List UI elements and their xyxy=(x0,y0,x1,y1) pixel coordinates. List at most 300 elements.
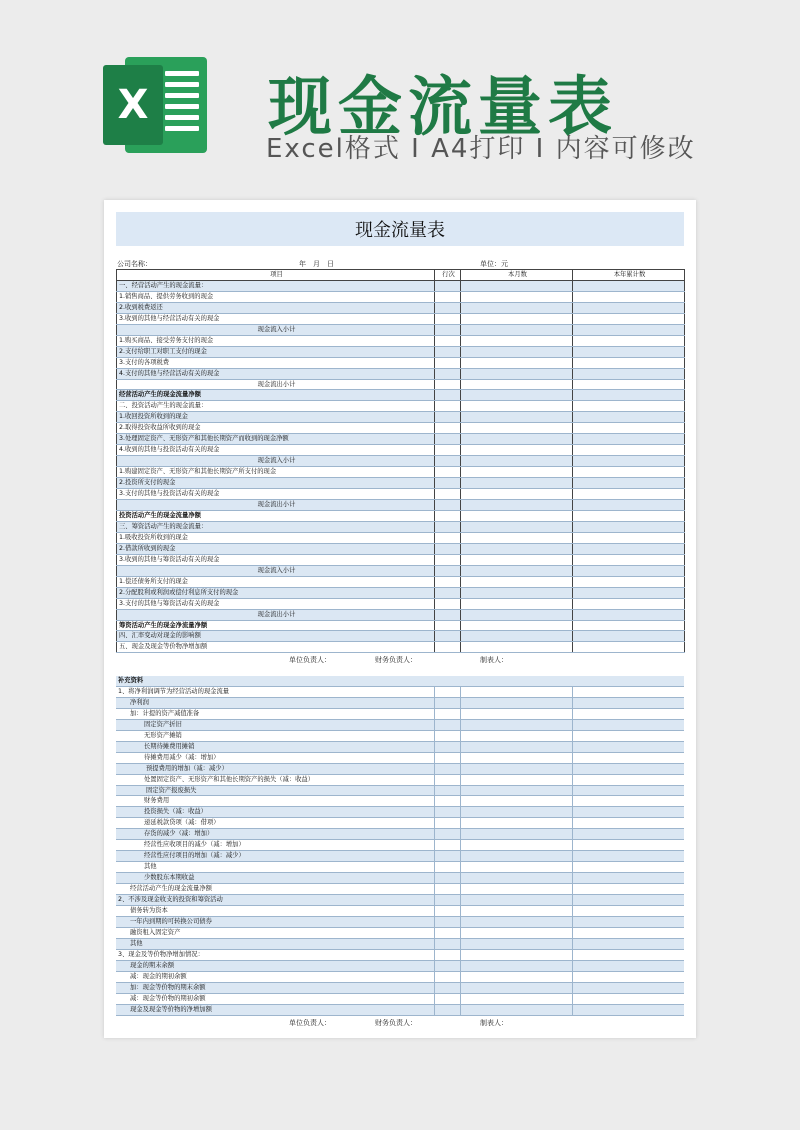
supplement-this-month-cell[interactable] xyxy=(460,686,572,697)
row-item-label: 二、投资活动产生的现金流量： xyxy=(117,401,435,412)
supplement-row xyxy=(116,851,684,862)
row-line-no-cell[interactable] xyxy=(435,313,461,324)
supplement-item-label: 其他 xyxy=(116,862,434,873)
supplement-year-to-date-cell[interactable] xyxy=(572,840,684,851)
row-item-label: 2.收到税费返还 xyxy=(117,302,435,313)
supplement-item-label: 待摊费用减少（减：增加） xyxy=(116,752,434,763)
row-this-month-cell[interactable] xyxy=(461,291,573,302)
supplement-this-month-cell[interactable] xyxy=(460,993,572,1004)
supplement-this-month-cell[interactable] xyxy=(460,938,572,949)
supplement-line-no-cell[interactable] xyxy=(434,906,460,917)
supplement-year-to-date-cell[interactable] xyxy=(572,971,684,982)
row-year-to-date-cell[interactable] xyxy=(573,609,685,620)
row-line-no-cell[interactable] xyxy=(435,576,461,587)
table-row xyxy=(117,423,685,434)
row-line-no-cell[interactable] xyxy=(435,467,461,478)
supplement-item-label: 财务费用 xyxy=(116,796,434,807)
supplement-year-to-date-cell[interactable] xyxy=(572,982,684,993)
supplement-year-to-date-cell[interactable] xyxy=(572,916,684,927)
finance-head-label: 财务负责人： xyxy=(375,656,417,664)
supplement-this-month-cell[interactable] xyxy=(460,730,572,741)
row-item-label: 三、筹资活动产生的现金流量： xyxy=(117,521,435,532)
row-item-label: 2.投资所支付的现金 xyxy=(117,478,435,489)
supplement-line-no-cell[interactable] xyxy=(434,916,460,927)
supplement-row xyxy=(116,840,684,851)
row-year-to-date-cell[interactable] xyxy=(573,346,685,357)
supplement-line-no-cell[interactable] xyxy=(434,851,460,862)
table-row xyxy=(117,532,685,543)
row-year-to-date-cell[interactable] xyxy=(573,565,685,576)
row-this-month-cell[interactable] xyxy=(461,467,573,478)
supplement-line-no-cell[interactable] xyxy=(434,697,460,708)
supplement-year-to-date-cell[interactable] xyxy=(572,763,684,774)
supplement-year-to-date-cell[interactable] xyxy=(572,993,684,1004)
row-this-month-cell[interactable] xyxy=(461,521,573,532)
table-row xyxy=(117,456,685,467)
row-year-to-date-cell[interactable] xyxy=(573,335,685,346)
row-this-month-cell[interactable] xyxy=(461,631,573,642)
row-this-month-cell[interactable] xyxy=(461,445,573,456)
supplement-item-label: 处置固定资产、无形资产和其他长期资产的损失（减：收益） xyxy=(116,774,434,785)
row-item-label: 现金流入小计 xyxy=(117,324,435,335)
supplement-row xyxy=(116,719,684,730)
preparer-label: 制表人： xyxy=(480,656,508,664)
supplement-year-to-date-cell[interactable] xyxy=(572,873,684,884)
supplement-this-month-cell[interactable] xyxy=(460,949,572,960)
row-this-month-cell[interactable] xyxy=(461,478,573,489)
unit-head-label: 单位负责人： xyxy=(289,656,331,664)
table-header-row xyxy=(117,270,685,281)
supplement-item-label: 预提费用的增加（减：减少） xyxy=(116,763,434,774)
row-line-no-cell[interactable] xyxy=(435,620,461,631)
supplement-this-month-cell[interactable] xyxy=(460,796,572,807)
row-year-to-date-cell[interactable] xyxy=(573,302,685,313)
row-line-no-cell[interactable] xyxy=(435,642,461,653)
row-item-label: 2.分配股利或利润或偿付利息所支付的现金 xyxy=(117,587,435,598)
row-this-month-cell[interactable] xyxy=(461,357,573,368)
row-year-to-date-cell[interactable] xyxy=(573,280,685,291)
row-this-month-cell[interactable] xyxy=(461,565,573,576)
row-this-month-cell[interactable] xyxy=(461,324,573,335)
table-row xyxy=(117,521,685,532)
sheet-banner-title: 现金流量表 xyxy=(116,212,684,246)
supplement-this-month-cell[interactable] xyxy=(460,906,572,917)
supplement-line-no-cell[interactable] xyxy=(434,982,460,993)
table-row xyxy=(117,379,685,390)
supplement-line-no-cell[interactable] xyxy=(434,840,460,851)
supplement-line-no-cell[interactable] xyxy=(434,752,460,763)
row-line-no-cell[interactable] xyxy=(435,489,461,500)
supplement-year-to-date-cell[interactable] xyxy=(572,938,684,949)
row-item-label: 3.收到的其他与经营活动有关的现金 xyxy=(117,313,435,324)
sheet-info-line xyxy=(116,259,684,269)
row-year-to-date-cell[interactable] xyxy=(573,620,685,631)
supplement-line-no-cell[interactable] xyxy=(434,763,460,774)
row-this-month-cell[interactable] xyxy=(461,609,573,620)
row-item-label: 经营活动产生的现金流量净额 xyxy=(117,390,435,401)
supplement-year-to-date-cell[interactable] xyxy=(572,1004,684,1015)
supplement-this-month-cell[interactable] xyxy=(460,927,572,938)
supplement-year-to-date-cell[interactable] xyxy=(572,927,684,938)
row-year-to-date-cell[interactable] xyxy=(573,521,685,532)
row-year-to-date-cell[interactable] xyxy=(573,510,685,521)
supplement-line-no-cell[interactable] xyxy=(434,785,460,796)
row-this-month-cell[interactable] xyxy=(461,280,573,291)
row-year-to-date-cell[interactable] xyxy=(573,598,685,609)
supplement-row xyxy=(116,982,684,993)
row-this-month-cell[interactable] xyxy=(461,368,573,379)
supplement-title-row xyxy=(116,676,684,686)
supplement-finance-head-label: 财务负责人： xyxy=(375,1019,417,1027)
supplement-year-to-date-cell[interactable] xyxy=(572,697,684,708)
supplement-item-label: 3、现金及等价物净增加情况： xyxy=(116,949,434,960)
supplement-row xyxy=(116,1004,684,1015)
row-item-label: 2.支付给职工对职工支付的现金 xyxy=(117,346,435,357)
table-row xyxy=(117,346,685,357)
row-item-label: 1.销售商品、提供劳务收到的现金 xyxy=(117,291,435,302)
supplement-line-no-cell[interactable] xyxy=(434,774,460,785)
row-item-label: 2.取得投资收益所收到的现金 xyxy=(117,423,435,434)
row-line-no-cell[interactable] xyxy=(435,335,461,346)
supplement-year-to-date-cell[interactable] xyxy=(572,949,684,960)
supplement-item-label: 加：现金等价物的期末余额 xyxy=(116,982,434,993)
supplement-year-to-date-cell[interactable] xyxy=(572,686,684,697)
supplement-row xyxy=(116,960,684,971)
row-this-month-cell[interactable] xyxy=(461,620,573,631)
row-this-month-cell[interactable] xyxy=(461,587,573,598)
supplement-item-label: 长期待摊费用摊销 xyxy=(116,741,434,752)
row-year-to-date-cell[interactable] xyxy=(573,291,685,302)
supplement-year-to-date-cell[interactable] xyxy=(572,774,684,785)
supplement-year-to-date-cell[interactable] xyxy=(572,752,684,763)
supplement-line-no-cell[interactable] xyxy=(434,1004,460,1015)
row-this-month-cell[interactable] xyxy=(461,412,573,423)
supplement-line-no-cell[interactable] xyxy=(434,708,460,719)
supplement-year-to-date-cell[interactable] xyxy=(572,895,684,906)
supplement-row xyxy=(116,763,684,774)
row-item-label: 3.支付的其他与投资活动有关的现金 xyxy=(117,489,435,500)
row-year-to-date-cell[interactable] xyxy=(573,456,685,467)
supplement-line-no-cell[interactable] xyxy=(434,993,460,1004)
row-this-month-cell[interactable] xyxy=(461,576,573,587)
row-this-month-cell[interactable] xyxy=(461,401,573,412)
supplement-year-to-date-cell[interactable] xyxy=(572,818,684,829)
row-line-no-cell[interactable] xyxy=(435,357,461,368)
row-year-to-date-cell[interactable] xyxy=(573,412,685,423)
table-row xyxy=(117,401,685,412)
page-subtitle: Excel格式 I A4打印 I 内容可修改 xyxy=(266,134,696,164)
supplement-line-no-cell[interactable] xyxy=(434,938,460,949)
row-item-label: 3.处理固定资产、无形资产和其他长期资产而收到的现金净额 xyxy=(117,434,435,445)
supplement-this-month-cell[interactable] xyxy=(460,971,572,982)
supplement-this-month-cell[interactable] xyxy=(460,1004,572,1015)
supplement-year-to-date-cell[interactable] xyxy=(572,785,684,796)
column-header-item: 项目 xyxy=(117,270,435,281)
row-this-month-cell[interactable] xyxy=(461,335,573,346)
supplement-year-to-date-cell[interactable] xyxy=(572,862,684,873)
row-year-to-date-cell[interactable] xyxy=(573,467,685,478)
row-this-month-cell[interactable] xyxy=(461,423,573,434)
supplement-year-to-date-cell[interactable] xyxy=(572,719,684,730)
table-row xyxy=(117,478,685,489)
row-year-to-date-cell[interactable] xyxy=(573,489,685,500)
row-this-month-cell[interactable] xyxy=(461,313,573,324)
supplement-this-month-cell[interactable] xyxy=(460,960,572,971)
supplement-year-to-date-cell[interactable] xyxy=(572,730,684,741)
supplement-year-to-date-cell[interactable] xyxy=(572,851,684,862)
row-year-to-date-cell[interactable] xyxy=(573,642,685,653)
row-this-month-cell[interactable] xyxy=(461,379,573,390)
supplement-line-no-cell[interactable] xyxy=(434,927,460,938)
supplement-this-month-cell[interactable] xyxy=(460,785,572,796)
supplement-item-label: 1、将净利润调节为经营活动的现金流量 xyxy=(116,686,434,697)
supplement-this-month-cell[interactable] xyxy=(460,862,572,873)
supplement-row xyxy=(116,818,684,829)
row-this-month-cell[interactable] xyxy=(461,346,573,357)
supplement-line-no-cell[interactable] xyxy=(434,873,460,884)
row-this-month-cell[interactable] xyxy=(461,489,573,500)
supplement-line-no-cell[interactable] xyxy=(434,818,460,829)
row-year-to-date-cell[interactable] xyxy=(573,576,685,587)
row-line-no-cell[interactable] xyxy=(435,478,461,489)
row-line-no-cell[interactable] xyxy=(435,401,461,412)
row-line-no-cell[interactable] xyxy=(435,532,461,543)
row-line-no-cell[interactable] xyxy=(435,291,461,302)
supplement-this-month-cell[interactable] xyxy=(460,851,572,862)
row-this-month-cell[interactable] xyxy=(461,543,573,554)
document-page xyxy=(104,200,696,1038)
row-this-month-cell[interactable] xyxy=(461,456,573,467)
table-row xyxy=(117,291,685,302)
supplement-row xyxy=(116,949,684,960)
row-line-no-cell[interactable] xyxy=(435,280,461,291)
supplement-year-to-date-cell[interactable] xyxy=(572,906,684,917)
supplement-row xyxy=(116,708,684,719)
column-header-year-to-date: 本年累计数 xyxy=(573,270,685,281)
table-row xyxy=(117,302,685,313)
supplement-this-month-cell[interactable] xyxy=(460,752,572,763)
supplement-line-no-cell[interactable] xyxy=(434,807,460,818)
row-year-to-date-cell[interactable] xyxy=(573,379,685,390)
row-this-month-cell[interactable] xyxy=(461,500,573,511)
supplement-this-month-cell[interactable] xyxy=(460,895,572,906)
row-line-no-cell[interactable] xyxy=(435,445,461,456)
row-line-no-cell[interactable] xyxy=(435,631,461,642)
row-item-label: 3.支付的其他与筹资活动有关的现金 xyxy=(117,598,435,609)
supplement-title: 补充资料 xyxy=(116,676,684,686)
row-item-label: 投资活动产生的现金流量净额 xyxy=(117,510,435,521)
row-line-no-cell[interactable] xyxy=(435,565,461,576)
supplement-signature-line xyxy=(116,1018,684,1028)
row-year-to-date-cell[interactable] xyxy=(573,631,685,642)
row-year-to-date-cell[interactable] xyxy=(573,401,685,412)
supplement-line-no-cell[interactable] xyxy=(434,949,460,960)
supplement-item-label: 投资损失（减：收益） xyxy=(116,807,434,818)
row-item-label: 3.收到的其他与筹资活动有关的现金 xyxy=(117,554,435,565)
row-line-no-cell[interactable] xyxy=(435,434,461,445)
row-year-to-date-cell[interactable] xyxy=(573,543,685,554)
supplement-item-label: 少数股东本期收益 xyxy=(116,873,434,884)
table-row xyxy=(117,467,685,478)
company-name-label: 公司名称： xyxy=(117,260,152,268)
supplement-this-month-cell[interactable] xyxy=(460,873,572,884)
row-year-to-date-cell[interactable] xyxy=(573,445,685,456)
row-this-month-cell[interactable] xyxy=(461,434,573,445)
supplement-this-month-cell[interactable] xyxy=(460,829,572,840)
row-year-to-date-cell[interactable] xyxy=(573,587,685,598)
supplement-this-month-cell[interactable] xyxy=(460,807,572,818)
table-row xyxy=(117,445,685,456)
table-row xyxy=(117,335,685,346)
row-this-month-cell[interactable] xyxy=(461,302,573,313)
supplement-year-to-date-cell[interactable] xyxy=(572,829,684,840)
supplement-line-no-cell[interactable] xyxy=(434,730,460,741)
row-year-to-date-cell[interactable] xyxy=(573,313,685,324)
row-year-to-date-cell[interactable] xyxy=(573,357,685,368)
row-line-no-cell[interactable] xyxy=(435,379,461,390)
supplement-item-label: 现金及现金等价物的净增加额 xyxy=(116,1004,434,1015)
row-year-to-date-cell[interactable] xyxy=(573,478,685,489)
row-item-label: 四、汇率变动对现金的影响额 xyxy=(117,631,435,642)
unit-label: 单位：元 xyxy=(480,260,508,268)
row-line-no-cell[interactable] xyxy=(435,587,461,598)
row-this-month-cell[interactable] xyxy=(461,532,573,543)
supplement-item-label: 递延税款贷项（减：借项） xyxy=(116,818,434,829)
row-this-month-cell[interactable] xyxy=(461,642,573,653)
row-this-month-cell[interactable] xyxy=(461,510,573,521)
supplement-line-no-cell[interactable] xyxy=(434,829,460,840)
row-line-no-cell[interactable] xyxy=(435,554,461,565)
supplement-year-to-date-cell[interactable] xyxy=(572,807,684,818)
supplement-year-to-date-cell[interactable] xyxy=(572,708,684,719)
row-this-month-cell[interactable] xyxy=(461,598,573,609)
table-row xyxy=(117,412,685,423)
row-line-no-cell[interactable] xyxy=(435,521,461,532)
row-line-no-cell[interactable] xyxy=(435,543,461,554)
supplement-this-month-cell[interactable] xyxy=(460,741,572,752)
row-year-to-date-cell[interactable] xyxy=(573,554,685,565)
date-label: 年 月 日 xyxy=(299,260,334,268)
supplement-year-to-date-cell[interactable] xyxy=(572,741,684,752)
supplement-preparer-label: 制表人： xyxy=(480,1019,508,1027)
excel-logo-icon xyxy=(103,57,207,153)
supplement-line-no-cell[interactable] xyxy=(434,971,460,982)
supplement-this-month-cell[interactable] xyxy=(460,774,572,785)
supplement-row xyxy=(116,730,684,741)
signature-line xyxy=(116,655,684,665)
table-row xyxy=(117,631,685,642)
supplement-line-no-cell[interactable] xyxy=(434,960,460,971)
supplement-line-no-cell[interactable] xyxy=(434,741,460,752)
supplement-this-month-cell[interactable] xyxy=(460,916,572,927)
row-line-no-cell[interactable] xyxy=(435,390,461,401)
row-line-no-cell[interactable] xyxy=(435,302,461,313)
table-row xyxy=(117,642,685,653)
supplement-item-label: 经营活动产生的现金流量净额 xyxy=(116,884,434,895)
supplement-line-no-cell[interactable] xyxy=(434,884,460,895)
supplement-item-label: 固定资产报废损失 xyxy=(116,785,434,796)
supplement-year-to-date-cell[interactable] xyxy=(572,796,684,807)
supplement-table xyxy=(116,676,684,1016)
row-year-to-date-cell[interactable] xyxy=(573,500,685,511)
table-row xyxy=(117,324,685,335)
row-line-no-cell[interactable] xyxy=(435,456,461,467)
supplement-this-month-cell[interactable] xyxy=(460,763,572,774)
supplement-year-to-date-cell[interactable] xyxy=(572,960,684,971)
supplement-row xyxy=(116,741,684,752)
row-line-no-cell[interactable] xyxy=(435,500,461,511)
row-year-to-date-cell[interactable] xyxy=(573,390,685,401)
supplement-year-to-date-cell[interactable] xyxy=(572,884,684,895)
row-year-to-date-cell[interactable] xyxy=(573,324,685,335)
row-this-month-cell[interactable] xyxy=(461,554,573,565)
row-item-label: 1.吸收投资所收到的现金 xyxy=(117,532,435,543)
supplement-line-no-cell[interactable] xyxy=(434,862,460,873)
supplement-item-label: 净利润 xyxy=(116,697,434,708)
table-row xyxy=(117,313,685,324)
supplement-row xyxy=(116,785,684,796)
row-year-to-date-cell[interactable] xyxy=(573,423,685,434)
row-line-no-cell[interactable] xyxy=(435,423,461,434)
supplement-line-no-cell[interactable] xyxy=(434,719,460,730)
row-line-no-cell[interactable] xyxy=(435,368,461,379)
supplement-row xyxy=(116,752,684,763)
supplement-item-label: 减：现金的期初余额 xyxy=(116,971,434,982)
row-line-no-cell[interactable] xyxy=(435,609,461,620)
supplement-row xyxy=(116,697,684,708)
supplement-this-month-cell[interactable] xyxy=(460,982,572,993)
row-item-label: 1.购买商品、接受劳务支付的现金 xyxy=(117,335,435,346)
supplement-row xyxy=(116,938,684,949)
supplement-this-month-cell[interactable] xyxy=(460,697,572,708)
supplement-row xyxy=(116,796,684,807)
table-row xyxy=(117,565,685,576)
supplement-item-label: 经营性应付项目的增加（减：减少） xyxy=(116,851,434,862)
table-row xyxy=(117,609,685,620)
supplement-this-month-cell[interactable] xyxy=(460,719,572,730)
supplement-row xyxy=(116,774,684,785)
row-line-no-cell[interactable] xyxy=(435,324,461,335)
supplement-item-label: 一年内到期的可转换公司债券 xyxy=(116,916,434,927)
row-line-no-cell[interactable] xyxy=(435,346,461,357)
logo-grid-lines xyxy=(165,71,199,139)
supplement-line-no-cell[interactable] xyxy=(434,796,460,807)
row-this-month-cell[interactable] xyxy=(461,390,573,401)
supplement-line-no-cell[interactable] xyxy=(434,895,460,906)
row-item-label: 现金流出小计 xyxy=(117,379,435,390)
supplement-this-month-cell[interactable] xyxy=(460,884,572,895)
row-item-label: 4.收到的其他与投资活动有关的现金 xyxy=(117,445,435,456)
row-year-to-date-cell[interactable] xyxy=(573,368,685,379)
row-item-label: 五、现金及现金等价物净增加额 xyxy=(117,642,435,653)
supplement-row xyxy=(116,686,684,697)
supplement-this-month-cell[interactable] xyxy=(460,818,572,829)
supplement-item-label: 2、不涉及现金收支的投资和筹资活动 xyxy=(116,895,434,906)
supplement-this-month-cell[interactable] xyxy=(460,840,572,851)
column-header-line-no: 行次 xyxy=(435,270,461,281)
row-item-label: 一、经营活动产生的现金流量： xyxy=(117,280,435,291)
row-year-to-date-cell[interactable] xyxy=(573,434,685,445)
row-line-no-cell[interactable] xyxy=(435,412,461,423)
supplement-line-no-cell[interactable] xyxy=(434,686,460,697)
supplement-row xyxy=(116,971,684,982)
row-item-label: 现金流入小计 xyxy=(117,456,435,467)
row-year-to-date-cell[interactable] xyxy=(573,532,685,543)
supplement-item-label: 经营性应收项目的减少（减：增加） xyxy=(116,840,434,851)
row-line-no-cell[interactable] xyxy=(435,598,461,609)
supplement-this-month-cell[interactable] xyxy=(460,708,572,719)
row-line-no-cell[interactable] xyxy=(435,510,461,521)
